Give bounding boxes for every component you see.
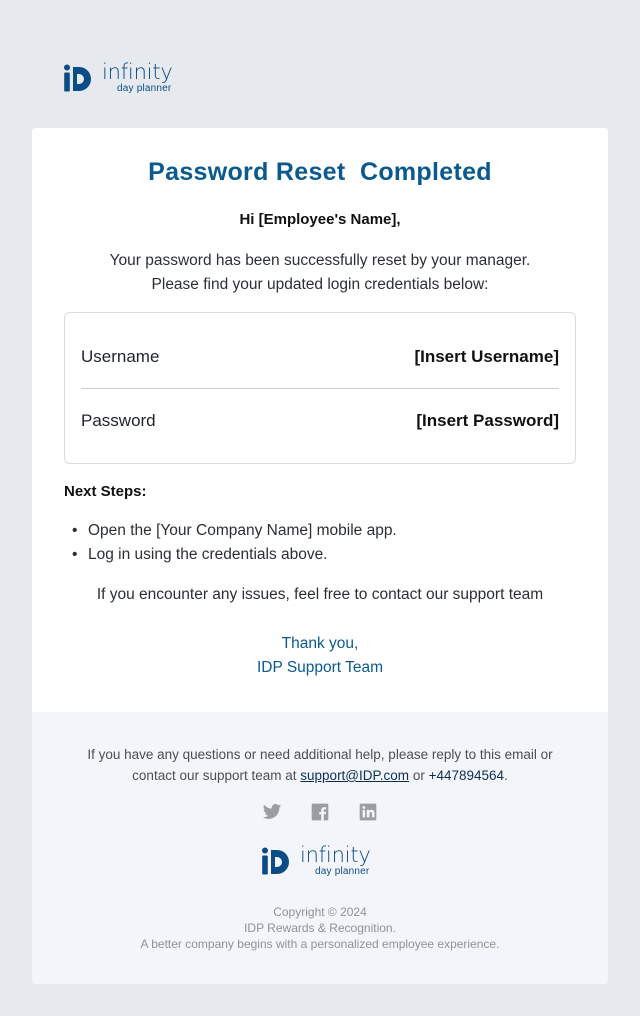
infinity-logo-icon: [261, 846, 291, 876]
username-label: Username: [81, 346, 160, 366]
greeting: Hi [Employee's Name],: [239, 211, 401, 228]
password-value: [Insert Password]: [416, 411, 559, 430]
brand-tagline: day planner: [117, 83, 172, 94]
username-value: [Insert Username]: [414, 346, 559, 366]
username-row: [81, 325, 559, 389]
help-text: [32, 744, 608, 786]
or-text: or: [412, 768, 425, 783]
bullet-icon: •: [72, 522, 78, 539]
footer-logo[interactable]: [261, 845, 371, 877]
facebook-icon[interactable]: [310, 802, 330, 822]
issue-text: If you encounter any issues, feel free to contact our support team: [96, 586, 544, 603]
twitter-icon[interactable]: [262, 802, 282, 822]
email-footer: [32, 712, 608, 984]
password-label: Password: [81, 411, 156, 430]
copyright-text: Copyright © 2024: [273, 905, 367, 919]
copyright-block: [32, 904, 608, 952]
brand-name: infinity: [102, 60, 173, 84]
next-steps-list: [72, 519, 397, 567]
step-text: Log in using the credentials above.: [88, 546, 328, 563]
brand-tagline: day planner: [315, 866, 370, 877]
help-line-1: If you have any questions or need additional help, please reply to this email or: [87, 747, 553, 762]
support-phone[interactable]: +447894564: [428, 768, 505, 783]
support-email-link[interactable]: support@IDP.com: [300, 768, 410, 783]
bullet-icon: •: [72, 546, 78, 563]
next-steps-heading: Next Steps:: [64, 483, 147, 500]
intro-line-1: Your password has been successfully reset by your manager.: [109, 252, 531, 269]
company-name: IDP Rewards & Recognition.: [244, 921, 396, 935]
linkedin-icon[interactable]: [358, 802, 378, 822]
help-line-2: contact our support team at support@IDP.com or +447894564.: [132, 768, 508, 783]
social-links: [32, 802, 608, 822]
slogan: A better company begins with a personalized employee experience.: [140, 937, 500, 951]
brand-name: infinity: [300, 843, 371, 867]
email-card: [32, 128, 608, 984]
step-text: Open the [Your Company Name] mobile app.: [88, 522, 397, 539]
credentials-box: [64, 312, 576, 464]
help-line-2-text: contact our support team at: [132, 768, 297, 783]
list-item: [72, 543, 397, 567]
thanks-text: Thank you,: [281, 635, 359, 652]
signoff: [32, 632, 608, 680]
list-item: [72, 519, 397, 543]
intro-line-2: Please find your updated login credentials below:: [151, 276, 489, 293]
intro-text: [32, 249, 608, 297]
email-title: Password Reset Completed: [148, 158, 492, 186]
header-logo[interactable]: [63, 62, 173, 94]
team-name: IDP Support Team: [256, 659, 384, 676]
password-row: [81, 389, 559, 453]
infinity-logo-icon: [63, 63, 93, 93]
